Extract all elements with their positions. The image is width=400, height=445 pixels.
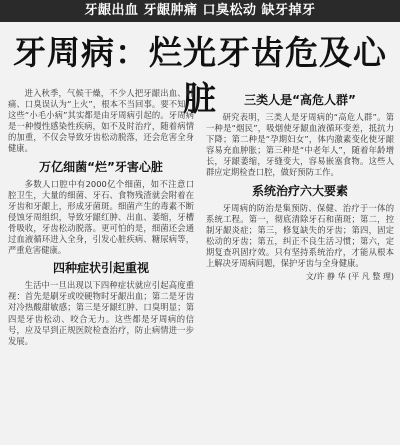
symptom-banner: 牙龈出血 牙龈肿痛 口臭松动 缺牙掉牙 bbox=[0, 0, 400, 22]
subheading-risk-groups: 三类人是“高危人群” bbox=[244, 93, 356, 107]
subheading-symptoms: 四种症状引起重视 bbox=[52, 261, 149, 276]
page-title: 牙周病：烂光牙齿危及心脏 bbox=[13, 33, 387, 118]
left-column bbox=[8, 88, 194, 347]
right-column bbox=[206, 88, 394, 282]
subheading-bacteria: 万亿细菌“烂”牙害心脏 bbox=[39, 159, 163, 174]
treatment-paragraph: 牙周病的防治是集预防、保健、治疗于一体的系统工程。第一，彻底清除牙石和菌斑；第二，控制牙龈炎症；第三，修复缺失的牙齿；第四，固定松动的牙齿；第五，纠正不良生活习惯；第六，定期复查巩固疗效。只有坚持系统治疗，才能从根本上解决牙周病问题，保护牙齿与全身健康。 bbox=[206, 202, 394, 269]
intro-paragraph: 进入秋季，气候干燥，不少人把牙龈出血、肿痛、口臭误认为“上火”，根本不当回事。要不知，这些“小毛小病”其实都是由牙周病引起的。牙周病是一种慢性感染性疾病，如不及时治疗，随着病情的加重，不仅会导致牙齿松动脱落，还会危害全身健康。 bbox=[8, 88, 194, 154]
author-byline: 文/许 静 华 (平 凡 整 理) bbox=[305, 272, 394, 282]
bacteria-paragraph: 多数人口腔中有2000亿个细菌，如不注意口腔卫生，大量的细菌、牙石、食物残渣就会附着在牙齿和牙龈上，形成牙菌斑。细菌产生的毒素不断侵蚀牙周组织，导致牙龈红肿、出血、萎缩，牙槽骨吸收，牙齿松动脱落。更可怕的是，细菌还会通过血液循环进入全身，引发心脏疾病、糖尿病等，严重危害健康。 bbox=[8, 178, 194, 256]
subheading-treatment: 系统治疗六大要素 bbox=[251, 183, 348, 198]
risk-groups-paragraph: 研究表明，三类人是牙周病的“高危人群”。第一种是“烟民”，吸烟使牙龈血液循环变差，抵抗力下降；第二种是“孕期妇女”，体内激素变化使牙龈容易充血肿胀；第三种是“中老年人”，随着年龄增长，牙龈萎缩，牙缝变大，容易嵌塞食物。这些人群应定期检查口腔，做好预防工作。 bbox=[206, 112, 394, 178]
symptoms-paragraph: 生活中一旦出现以下四种症状就应引起高度重视：首先是刷牙或咬硬物时牙龈出血；第二是牙齿对冷热酸甜敏感；第三是牙龈红肿、口臭明显；第四是牙齿松动、咬合无力。这些都是牙周病的信号，应及早到正规医院检查治疗，防止病情进一步发展。 bbox=[8, 280, 194, 346]
